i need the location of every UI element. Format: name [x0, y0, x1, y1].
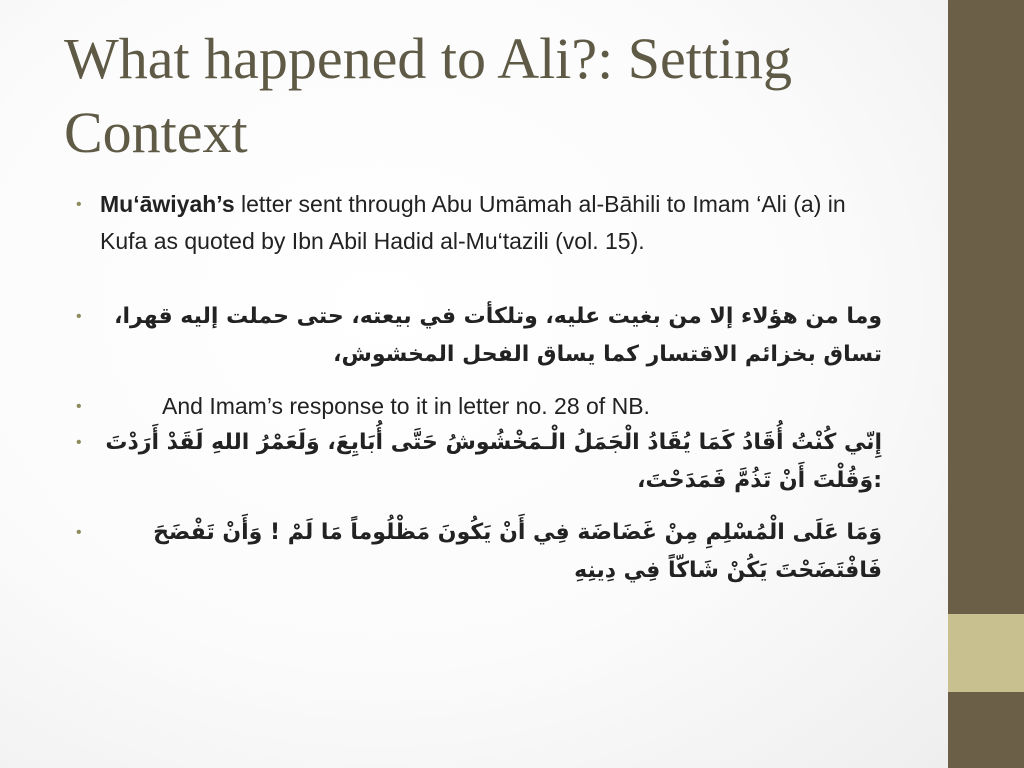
arabic-quote-text: وما من هؤلاء إلا من بغيت عليه، وتلكأت في بيعته، حتى حملت إليه قهرا، تساق بخزائم الاقتسار كما يساق الفحل المخشوش، [114, 304, 882, 367]
bullet-dot-icon: • [76, 196, 82, 213]
bullet-item-letter [72, 186, 892, 296]
side-bar-bottom [948, 692, 1024, 768]
bullet-dot-icon: • [76, 398, 82, 415]
bullet-dot-icon: • [76, 308, 82, 325]
bullet-item-arabic-response-continued [72, 514, 892, 584]
arabic-response-continued-text: وَمَا عَلَى الْمُسْلِمِ مِنْ غَضَاضَة فِي أَنْ يَكُونَ مَظْلُوماً مَا لَمْ ! وَأَنْ تَفْضَحَ فَافْتَضَحْتَ يَكُنْ شَاكّاً فِي دِينِهِ [153, 520, 882, 583]
bullet-dot-icon: • [76, 524, 82, 541]
arabic-response-text: إِنّي كُنْتُ أُقَادُ كَمَا يُقَادُ الْجَمَلُ الْـمَخْشُوشُ حَتَّى أُبَايِعَ، وَلَعَمْرُ اللهِ لَقَدْ أَرَدْتَ :وَقُلْتَ أَنْ تَذُمَّ فَمَدَحْتَ، [105, 430, 882, 493]
bullet-item-response [72, 388, 892, 422]
bullet-text: letter sent through Abu Umāmah al-Bāhili to Imam ‘Ali (a) in Kufa as quoted by Ibn Abil Hadid al-Mu‘tazili (vol. 15). [100, 191, 846, 254]
bullet-dot-icon: • [76, 434, 82, 451]
bullet-bold-name: Mu‘āwiyah’s [100, 191, 235, 217]
bullet-text: And Imam’s response to it in letter no. 28 of NB. [162, 393, 650, 419]
side-bar-accent [948, 614, 1024, 692]
bullet-list [72, 186, 892, 584]
side-bar-top [948, 0, 1024, 614]
bullet-item-arabic-response [72, 424, 892, 510]
slide-title: What happened to Ali?: Setting Context [64, 26, 793, 165]
bullet-item-arabic-quote [72, 298, 892, 388]
